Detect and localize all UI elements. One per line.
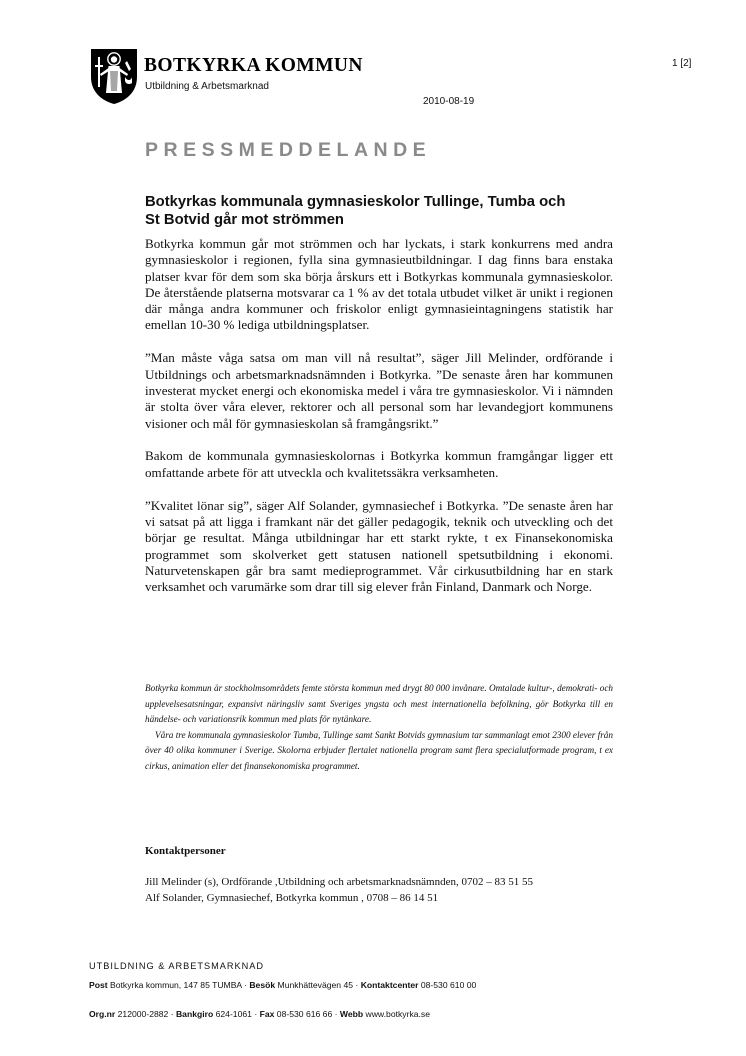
headline-line-2: St Botvid går mot strömmen xyxy=(145,212,344,228)
fact-box xyxy=(145,681,613,775)
footer-value: 212000-2882 xyxy=(117,1009,169,1019)
footer-separator: · xyxy=(170,1009,174,1019)
document-date: 2010-08-19 xyxy=(423,96,475,107)
body-text xyxy=(145,236,613,612)
contact-person: Jill Melinder (s), Ordförande ,Utbildning och arbetsmarknadsnämnden, 0702 – 83 51 55 xyxy=(145,876,533,888)
fact-paragraph: Botkyrka kommun är stockholmsområdets femte största kommun med drygt 80 000 invånare. Omtalade kultur-, demokrati- och upplevelsesatsningar, expansivt näringsliv samt Sveriges yngsta och mest internationella befolkning, gör Botkyrka till en händelse- och variationsrik kommun med plats för nytänkare. xyxy=(145,683,613,725)
body-paragraph: ”Kvalitet lönar sig”, säger Alf Solander, gymnasiechef i Botkyrka. ”De senaste åren har vi satsat på att ligga i framkant när det gäller pedagogik, teknik och utveckling och det börjar ge resultat. Många utbildningar har ett starkt rykte, t ex Finansekonomiska programmet som skolverket gett statusen nationell spetsutbildning i ekonomi. Naturvetenskapen går bra samt medieprogrammet. Vår cirkusutbildning har en stark verksamhet och varumärke som drar till sig elever från Finland, Danmark och Norge. xyxy=(145,497,613,595)
body-paragraph: Bakom de kommunala gymnasieskolornas i Botkyrka kommun framgångar ligger ett omfattande arbete för att utveckla och kvalitetssäkra verksamheten. xyxy=(145,448,613,480)
footer-label: Fax xyxy=(259,1009,275,1019)
coat-of-arms-icon xyxy=(89,47,139,105)
body-paragraph: ”Man måste våga satsa om man vill nå resultat”, säger Jill Melinder, ordförande i Utbildnings och arbetsmarknadsnämnden i Botkyrka. ”De senaste åren har kommunen investerat mycket energi och ekonomiska medel i våra tre gymnasieskolor. Vi i nämnden är stolta över våra elever, rektorer och all personal som har levandegjort kommunens visioner och mål för gymnasieskolan så framgångsrikt.” xyxy=(145,350,613,431)
contact-person: Alf Solander, Gymnasiechef, Botkyrka kommun , 0708 – 86 14 51 xyxy=(145,892,439,904)
headline xyxy=(145,193,625,229)
body-paragraph: Botkyrka kommun går mot strömmen och har lyckats, i stark konkurrens med andra gymnasieskolor i regionen, fylla sina gymnasieutbildningar. I dag finns bara enstaka platser kvar för dem som ska börja årskurs ett i Botkyrkas kommunala gymnasieskolor. De återstående platserna motsvarar ca 1 % av det totala utbudet vilket är unikt i regionen där många andra kommuner och friskolor enligt gymnasieintagningens statistik har emellan 10-30 % lediga utbildningsplatser. xyxy=(145,236,613,333)
footer-separator: · xyxy=(244,980,247,990)
fact-paragraph: Våra tre kommunala gymnasieskolor Tumba, Tullinge samt Sankt Botvids gymnasium tar sammanlagt emot 2300 elever från över 40 olika kommuner i Sverige. Skolorna erbjuder flertalet nationella program samt flera specialutformade program, t ex cirkus, animation eller det finansekonomiska programmet. xyxy=(145,729,613,771)
footer-label: Webb xyxy=(339,1009,364,1019)
footer-department: UTBILDNING & ARBETSMARKNAD xyxy=(89,961,265,971)
page-number: 1 [2] xyxy=(672,58,692,69)
document-type: PRESSMEDDELANDE xyxy=(145,139,432,161)
org-department: Utbildning & Arbetsmarknad xyxy=(145,81,269,92)
footer-separator: · xyxy=(334,1009,338,1019)
footer-value: 08-530 616 66 xyxy=(276,1009,333,1019)
footer-address-line xyxy=(89,980,476,990)
footer-website-link[interactable]: www.botkyrka.se xyxy=(365,1009,430,1019)
headline-line-1: Botkyrkas kommunala gymnasieskolor Tullinge, Tumba och xyxy=(145,194,566,210)
footer-separator: · xyxy=(254,1009,258,1019)
footer-value: Munkhättevägen 45 xyxy=(277,980,354,990)
footer-label: Besök xyxy=(249,980,276,990)
footer-value: 624-1061 xyxy=(215,1009,252,1019)
footer-value: Botkyrka kommun, 147 85 TUMBA xyxy=(110,980,242,990)
contacts-heading: Kontaktpersoner xyxy=(145,845,226,857)
footer-label: Kontaktcenter xyxy=(360,980,419,990)
footer-value: 08-530 610 00 xyxy=(420,980,477,990)
footer-label: Bankgiro xyxy=(175,1009,214,1019)
contacts-list xyxy=(145,874,533,906)
footer-label: Org.nr xyxy=(89,1009,116,1019)
footer-label: Post xyxy=(89,980,108,990)
footer-separator: · xyxy=(355,980,359,990)
org-name: BOTKYRKA KOMMUN xyxy=(144,55,363,76)
footer-info-line xyxy=(89,1009,430,1019)
